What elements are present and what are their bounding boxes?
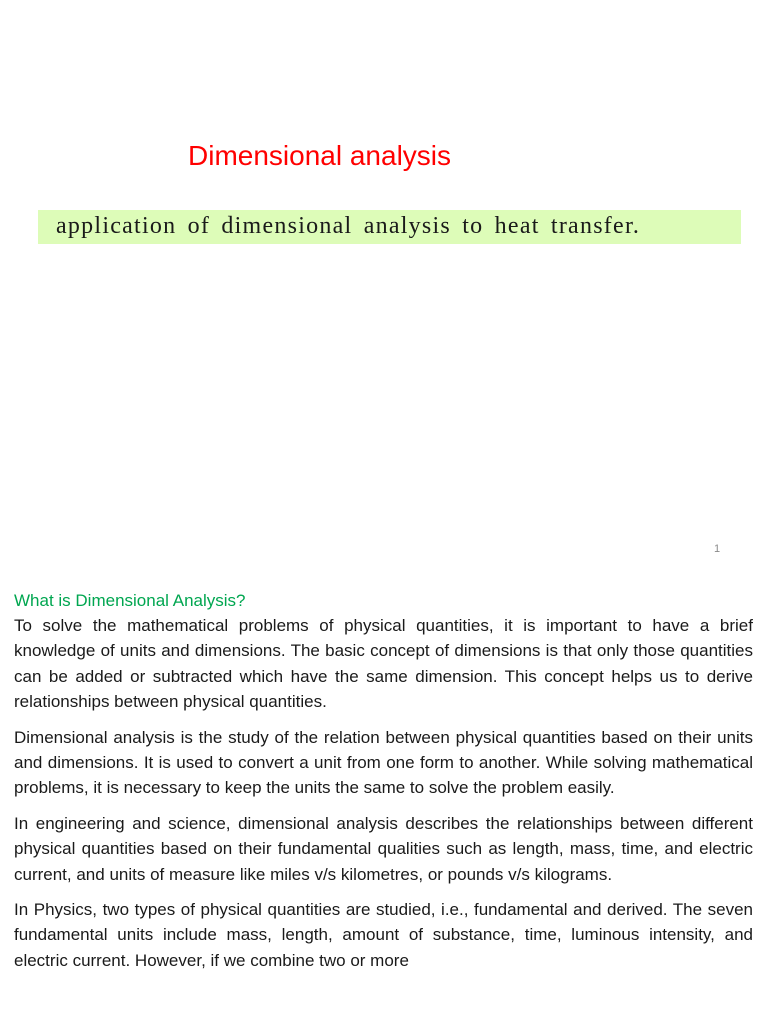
paragraph: Dimensional analysis is the study of the relation between physical quantities based on their units and dimensions. It is used to convert a unit from one form to another. While solving mathematical problems, it is necessary to keep the units the same to solve the problem easily. — [14, 727, 753, 798]
slide-title: Dimensional analysis — [188, 140, 452, 171]
section-heading: What is Dimensional Analysis? — [14, 591, 246, 610]
paragraph: To solve the mathematical problems of physical quantities, it is important to have a brief knowledge of units and dimensions. The basic concept of dimensions is that only those quantities can be added or subtracted which have the same dimension. This concept helps us to derive relationships between physical quantities. — [14, 616, 753, 712]
page-number: 1 — [714, 543, 721, 555]
document-body — [14, 588, 753, 983]
paragraph: In Physics, two types of physical quantities are studied, i.e., fundamental and derived. The seven fundamental units include mass, length, amount of substance, time, luminous intensity, and electric current. However, if we combine two or more — [14, 900, 753, 970]
highlight-text: application of dimensional analysis to heat transfer. — [56, 213, 641, 239]
paragraph: In engineering and science, dimensional analysis describes the relationships between different physical quantities based on their fundamental qualities such as length, mass, time, and electric current, and units of measure like miles v/s kilometres, or pounds v/s kilograms. — [14, 813, 753, 884]
